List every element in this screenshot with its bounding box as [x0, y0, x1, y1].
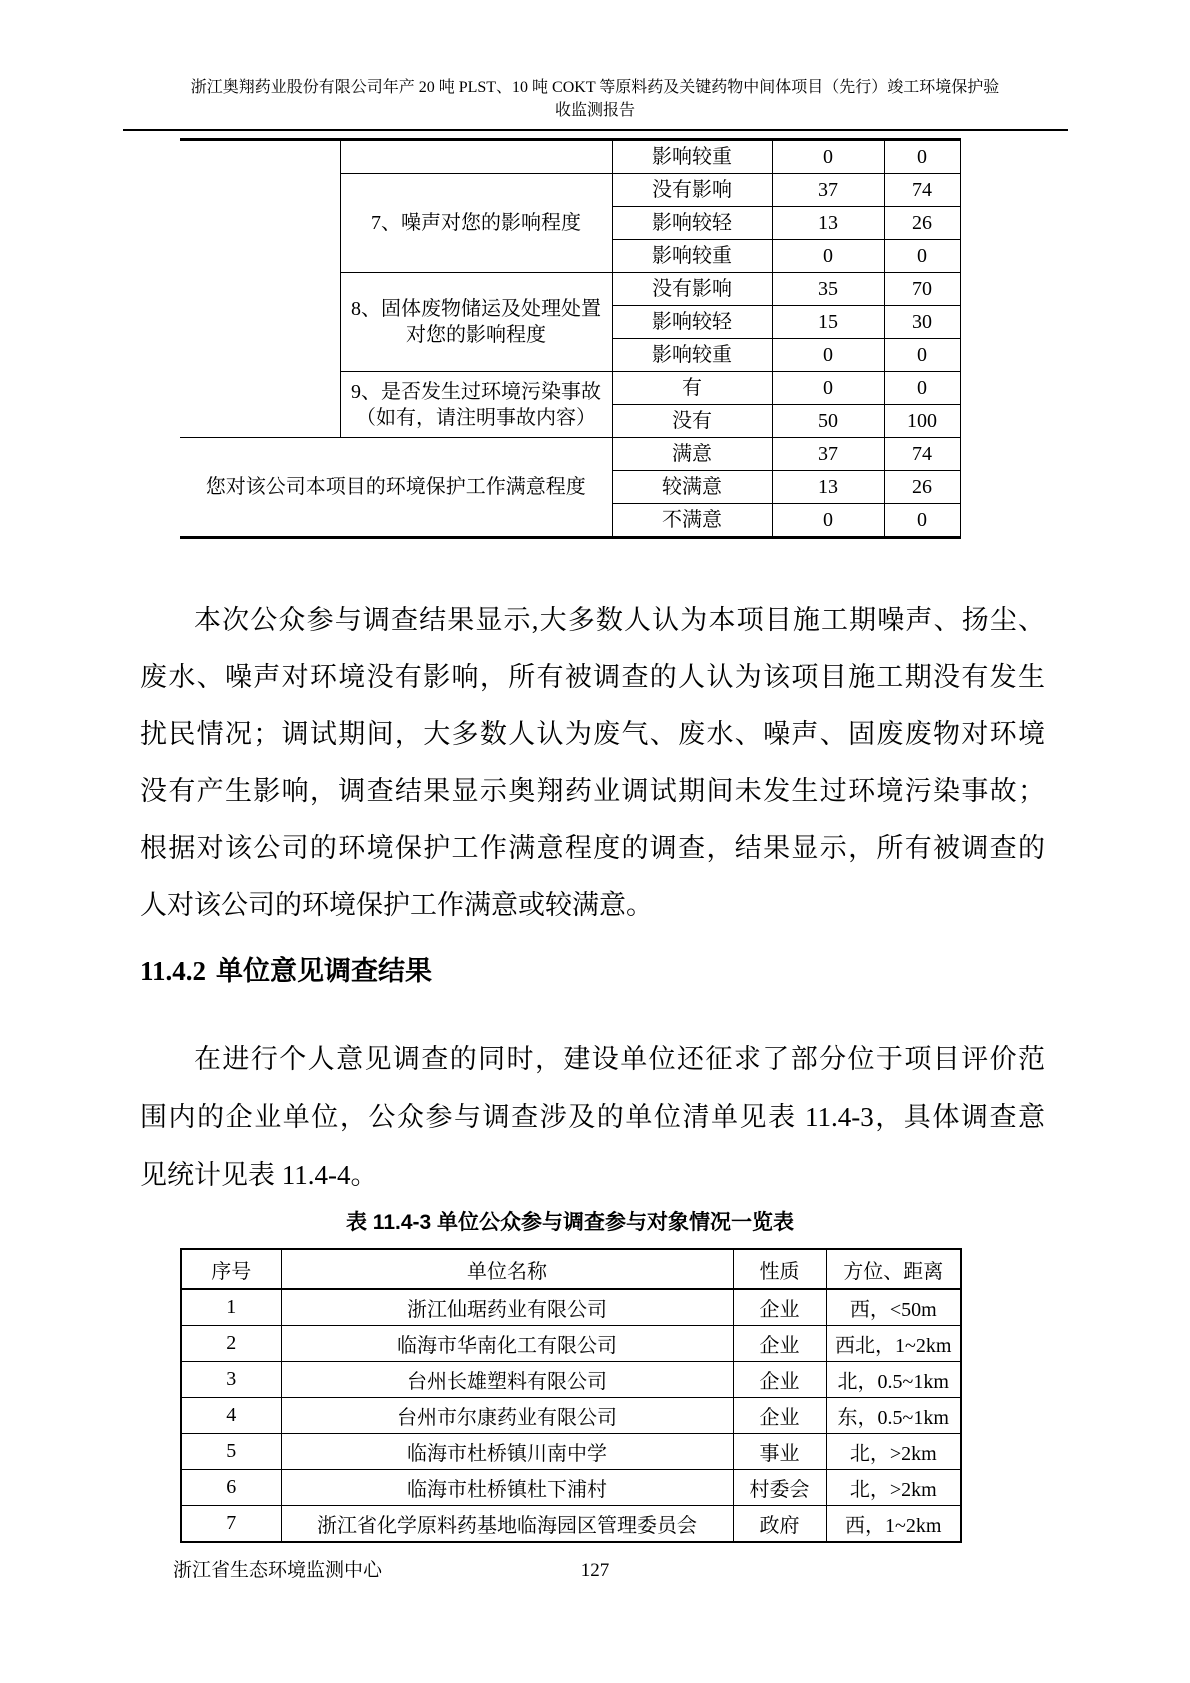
unit-name-cell: 台州长雄塑料有限公司 [281, 1362, 733, 1398]
unit-type-cell: 村委会 [733, 1470, 826, 1506]
survey-percent-cell: 74 [884, 174, 960, 207]
survey-results-table [180, 138, 961, 539]
survey-option-cell: 影响较重 [612, 339, 772, 372]
unit-table-row [181, 1506, 961, 1543]
unit-table-header-row [181, 1249, 961, 1289]
survey-question-cell [340, 140, 612, 174]
survey-question-cell: 7、噪声对您的影响程度 [340, 174, 612, 273]
survey-count-cell: 0 [772, 504, 884, 538]
paragraph-line: 没有产生影响，调查结果显示奥翔药业调试期间未发生过环境污染事故； [140, 776, 1045, 806]
unit-name-cell: 临海市杜桥镇杜下浦村 [281, 1470, 733, 1506]
unit-table-row [181, 1470, 961, 1506]
survey-percent-cell: 30 [884, 306, 960, 339]
survey-left-spacer-cell [180, 140, 340, 438]
survey-percent-cell: 70 [884, 273, 960, 306]
unit-name-cell: 临海市杜桥镇川南中学 [281, 1434, 733, 1470]
paragraph-line: 见统计见表 11.4-4。 [140, 1160, 378, 1190]
unit-serial-cell: 3 [181, 1362, 281, 1398]
unit-type-cell: 事业 [733, 1434, 826, 1470]
unit-serial-cell: 6 [181, 1470, 281, 1506]
survey-count-cell: 0 [772, 240, 884, 273]
survey-percent-cell: 0 [884, 339, 960, 372]
unit-location-cell: 西，<50m [826, 1289, 961, 1326]
survey-count-cell: 15 [772, 306, 884, 339]
survey-option-cell: 较满意 [612, 471, 772, 504]
unit-table-header-cell: 单位名称 [281, 1249, 733, 1289]
survey-option-cell: 没有 [612, 405, 772, 438]
unit-name-cell: 临海市华南化工有限公司 [281, 1326, 733, 1362]
body-paragraph-2 [140, 1030, 1045, 1204]
unit-location-cell: 北，>2km [826, 1434, 961, 1470]
survey-question-cell: 您对该公司本项目的环境保护工作满意程度 [180, 438, 612, 538]
header-line-2: 收监测报告 [554, 102, 635, 119]
unit-serial-cell: 1 [181, 1289, 281, 1326]
unit-serial-cell: 2 [181, 1326, 281, 1362]
survey-percent-cell: 0 [884, 504, 960, 538]
page-number: 127 [580, 1560, 610, 1581]
unit-location-cell: 北，>2km [826, 1470, 961, 1506]
unit-table-row [181, 1434, 961, 1470]
survey-option-cell: 有 [612, 372, 772, 405]
survey-option-cell: 不满意 [612, 504, 772, 538]
unit-table-row [181, 1398, 961, 1434]
section-number: 11.4.2 [140, 956, 207, 986]
unit-name-cell: 浙江仙琚药业有限公司 [281, 1289, 733, 1326]
survey-percent-cell: 0 [884, 140, 960, 174]
survey-option-cell: 影响较重 [612, 140, 772, 174]
section-heading [140, 952, 1045, 990]
unit-serial-cell: 5 [181, 1434, 281, 1470]
unit-table-row [181, 1289, 961, 1326]
unit-type-cell: 企业 [733, 1362, 826, 1398]
survey-count-cell: 37 [772, 174, 884, 207]
survey-option-cell: 没有影响 [612, 273, 772, 306]
unit-serial-cell: 4 [181, 1398, 281, 1434]
unit-table-header-cell: 序号 [181, 1249, 281, 1289]
page-header [123, 0, 1068, 131]
paragraph-line: 废水、噪声对环境没有影响，所有被调查的人认为该项目施工期没有发生 [140, 662, 1045, 692]
footer-org-name: 浙江省生态环境监测中心 [173, 1560, 383, 1581]
survey-count-cell: 0 [772, 140, 884, 174]
paragraph-line: 本次公众参与调查结果显示,大多数人认为本项目施工期噪声、扬尘、 [194, 605, 1045, 635]
unit-serial-cell: 7 [181, 1506, 281, 1543]
survey-option-cell: 影响较轻 [612, 207, 772, 240]
survey-question-cell: 9、是否发生过环境污染事故（如有，请注明事故内容） [340, 372, 612, 438]
survey-table-row [180, 438, 960, 471]
header-line-1: 浙江奥翔药业股份有限公司年产 20 吨 PLST、10 吨 COKT 等原料药及关键药物中间体项目（先行）竣工环境保护验 [190, 79, 1000, 96]
unit-location-cell: 西，1~2km [826, 1506, 961, 1543]
unit-table-header-cell: 性质 [733, 1249, 826, 1289]
survey-percent-cell: 26 [884, 207, 960, 240]
paragraph-line: 围内的企业单位，公众参与调查涉及的单位清单见表 11.4-3，具体调查意 [140, 1102, 1045, 1132]
unit-table-header-cell: 方位、距离 [826, 1249, 961, 1289]
survey-count-cell: 50 [772, 405, 884, 438]
survey-percent-cell: 26 [884, 471, 960, 504]
body-paragraph-1 [140, 592, 1045, 934]
survey-option-cell: 影响较重 [612, 240, 772, 273]
survey-option-cell: 满意 [612, 438, 772, 471]
survey-count-cell: 13 [772, 207, 884, 240]
paragraph-line: 人对该公司的环境保护工作满意或较满意。 [140, 890, 653, 920]
unit-type-cell: 企业 [733, 1398, 826, 1434]
content-column [140, 138, 1045, 1543]
unit-location-cell: 东，0.5~1km [826, 1398, 961, 1434]
survey-count-cell: 13 [772, 471, 884, 504]
survey-percent-cell: 74 [884, 438, 960, 471]
unit-location-cell: 西北，1~2km [826, 1326, 961, 1362]
survey-count-cell: 37 [772, 438, 884, 471]
survey-percent-cell: 0 [884, 240, 960, 273]
unit-type-cell: 企业 [733, 1289, 826, 1326]
page-footer [0, 1556, 1190, 1586]
unit-name-cell: 台州市尔康药业有限公司 [281, 1398, 733, 1434]
survey-question-cell: 8、固体废物储运及处理处置对您的影响程度 [340, 273, 612, 372]
survey-count-cell: 35 [772, 273, 884, 306]
unit-name-cell: 浙江省化学原料药基地临海园区管理委员会 [281, 1506, 733, 1543]
unit-location-cell: 北，0.5~1km [826, 1362, 961, 1398]
paragraph-line: 在进行个人意见调查的同时，建设单位还征求了部分位于项目评价范 [194, 1044, 1045, 1074]
unit-table-row [181, 1362, 961, 1398]
survey-option-cell: 影响较轻 [612, 306, 772, 339]
unit-type-cell: 政府 [733, 1506, 826, 1543]
table-caption: 表 11.4-3 单位公众参与调查参与对象情况一览表 [345, 1211, 795, 1234]
unit-survey-table [180, 1248, 962, 1543]
survey-table-row [180, 140, 960, 174]
unit-type-cell: 企业 [733, 1326, 826, 1362]
paragraph-line: 扰民情况；调试期间，大多数人认为废气、废水、噪声、固废废物对环境 [140, 719, 1045, 749]
survey-percent-cell: 0 [884, 372, 960, 405]
survey-option-cell: 没有影响 [612, 174, 772, 207]
survey-count-cell: 0 [772, 339, 884, 372]
survey-percent-cell: 100 [884, 405, 960, 438]
survey-count-cell: 0 [772, 372, 884, 405]
paragraph-line: 根据对该公司的环境保护工作满意程度的调查，结果显示，所有被调查的 [140, 833, 1045, 863]
unit-table-row [181, 1326, 961, 1362]
section-title: 单位意见调查结果 [216, 956, 433, 986]
